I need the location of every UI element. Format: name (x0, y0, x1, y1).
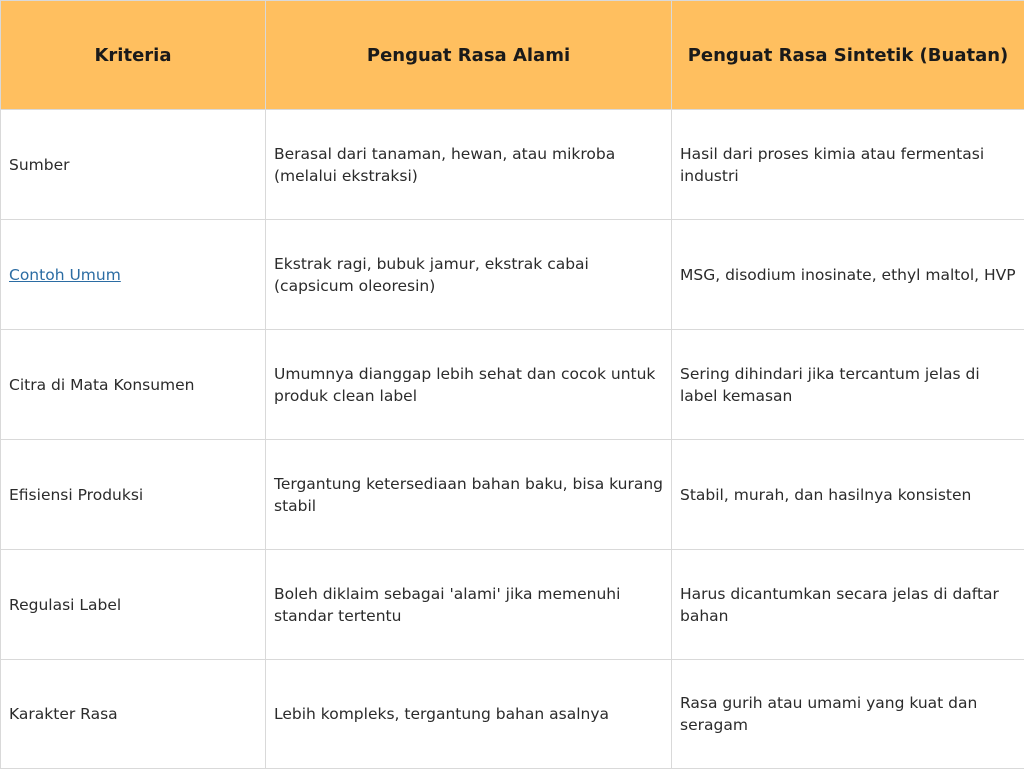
cell-sintetik: Hasil dari proses kimia atau fermentasi industri (672, 110, 1024, 220)
table-header-row (1, 1, 1024, 110)
table-row (1, 440, 1024, 550)
cell-kriteria (1, 220, 266, 330)
header-penguat-rasa-alami: Penguat Rasa Alami (266, 1, 672, 110)
contoh-umum-link[interactable]: Contoh Umum (9, 266, 121, 284)
cell-kriteria: Sumber (1, 110, 266, 220)
cell-sintetik: Rasa gurih atau umami yang kuat dan seragam (672, 660, 1024, 769)
table-row (1, 220, 1024, 330)
cell-alami: Ekstrak ragi, bubuk jamur, ekstrak cabai (capsicum oleoresin) (266, 220, 672, 330)
header-kriteria: Kriteria (1, 1, 266, 110)
cell-alami: Berasal dari tanaman, hewan, atau mikroba (melalui ekstraksi) (266, 110, 672, 220)
cell-alami: Lebih kompleks, tergantung bahan asalnya (266, 660, 672, 769)
cell-sintetik: Sering dihindari jika tercantum jelas di label kemasan (672, 330, 1024, 440)
cell-alami: Tergantung ketersediaan bahan baku, bisa kurang stabil (266, 440, 672, 550)
cell-kriteria: Regulasi Label (1, 550, 266, 660)
cell-alami: Umumnya dianggap lebih sehat dan cocok untuk produk clean label (266, 330, 672, 440)
table-row (1, 330, 1024, 440)
table-row (1, 660, 1024, 769)
table-row (1, 110, 1024, 220)
cell-sintetik: Harus dicantumkan secara jelas di daftar bahan (672, 550, 1024, 660)
cell-alami: Boleh diklaim sebagai 'alami' jika memenuhi standar tertentu (266, 550, 672, 660)
cell-sintetik: MSG, disodium inosinate, ethyl maltol, HVP (672, 220, 1024, 330)
table-row (1, 550, 1024, 660)
cell-kriteria: Efisiensi Produksi (1, 440, 266, 550)
cell-kriteria: Karakter Rasa (1, 660, 266, 769)
cell-sintetik: Stabil, murah, dan hasilnya konsisten (672, 440, 1024, 550)
header-penguat-rasa-sintetik: Penguat Rasa Sintetik (Buatan) (672, 1, 1024, 110)
cell-kriteria: Citra di Mata Konsumen (1, 330, 266, 440)
